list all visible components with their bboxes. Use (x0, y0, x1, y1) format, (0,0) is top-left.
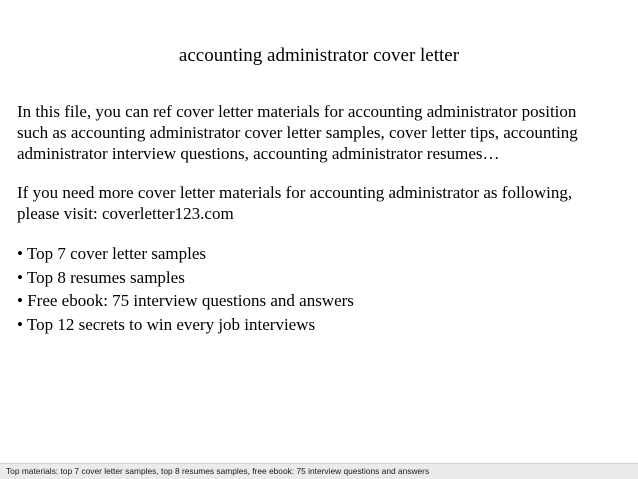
intro-line-3: administrator interview questions, accounting administrator resumes… (17, 144, 500, 163)
slide-body (17, 101, 629, 336)
footer-bar (0, 463, 638, 479)
more-materials-line-1: If you need more cover letter materials for accounting administrator as following, (17, 183, 573, 202)
more-materials-paragraph (17, 182, 629, 224)
more-materials-line-2: please visit: coverletter123.com (17, 204, 234, 223)
footer-text: Top materials: top 7 cover letter samples, top 8 resumes samples, free ebook: 75 interview questions and answers (6, 466, 430, 476)
intro-paragraph (17, 101, 629, 164)
list-item: • Free ebook: 75 interview questions and answers (17, 291, 354, 310)
materials-list (17, 242, 629, 336)
list-item: • Top 12 secrets to win every job interviews (17, 314, 316, 334)
list-item: • Top 7 cover letter samples (17, 244, 207, 263)
slide-title: accounting administrator cover letter (178, 45, 460, 66)
intro-line-2: such as accounting administrator cover letter samples, cover letter tips, accounting (17, 123, 578, 142)
list-item: • Top 8 resumes samples (17, 267, 185, 287)
intro-line-1: In this file, you can ref cover letter materials for accounting administrator position (17, 102, 577, 121)
